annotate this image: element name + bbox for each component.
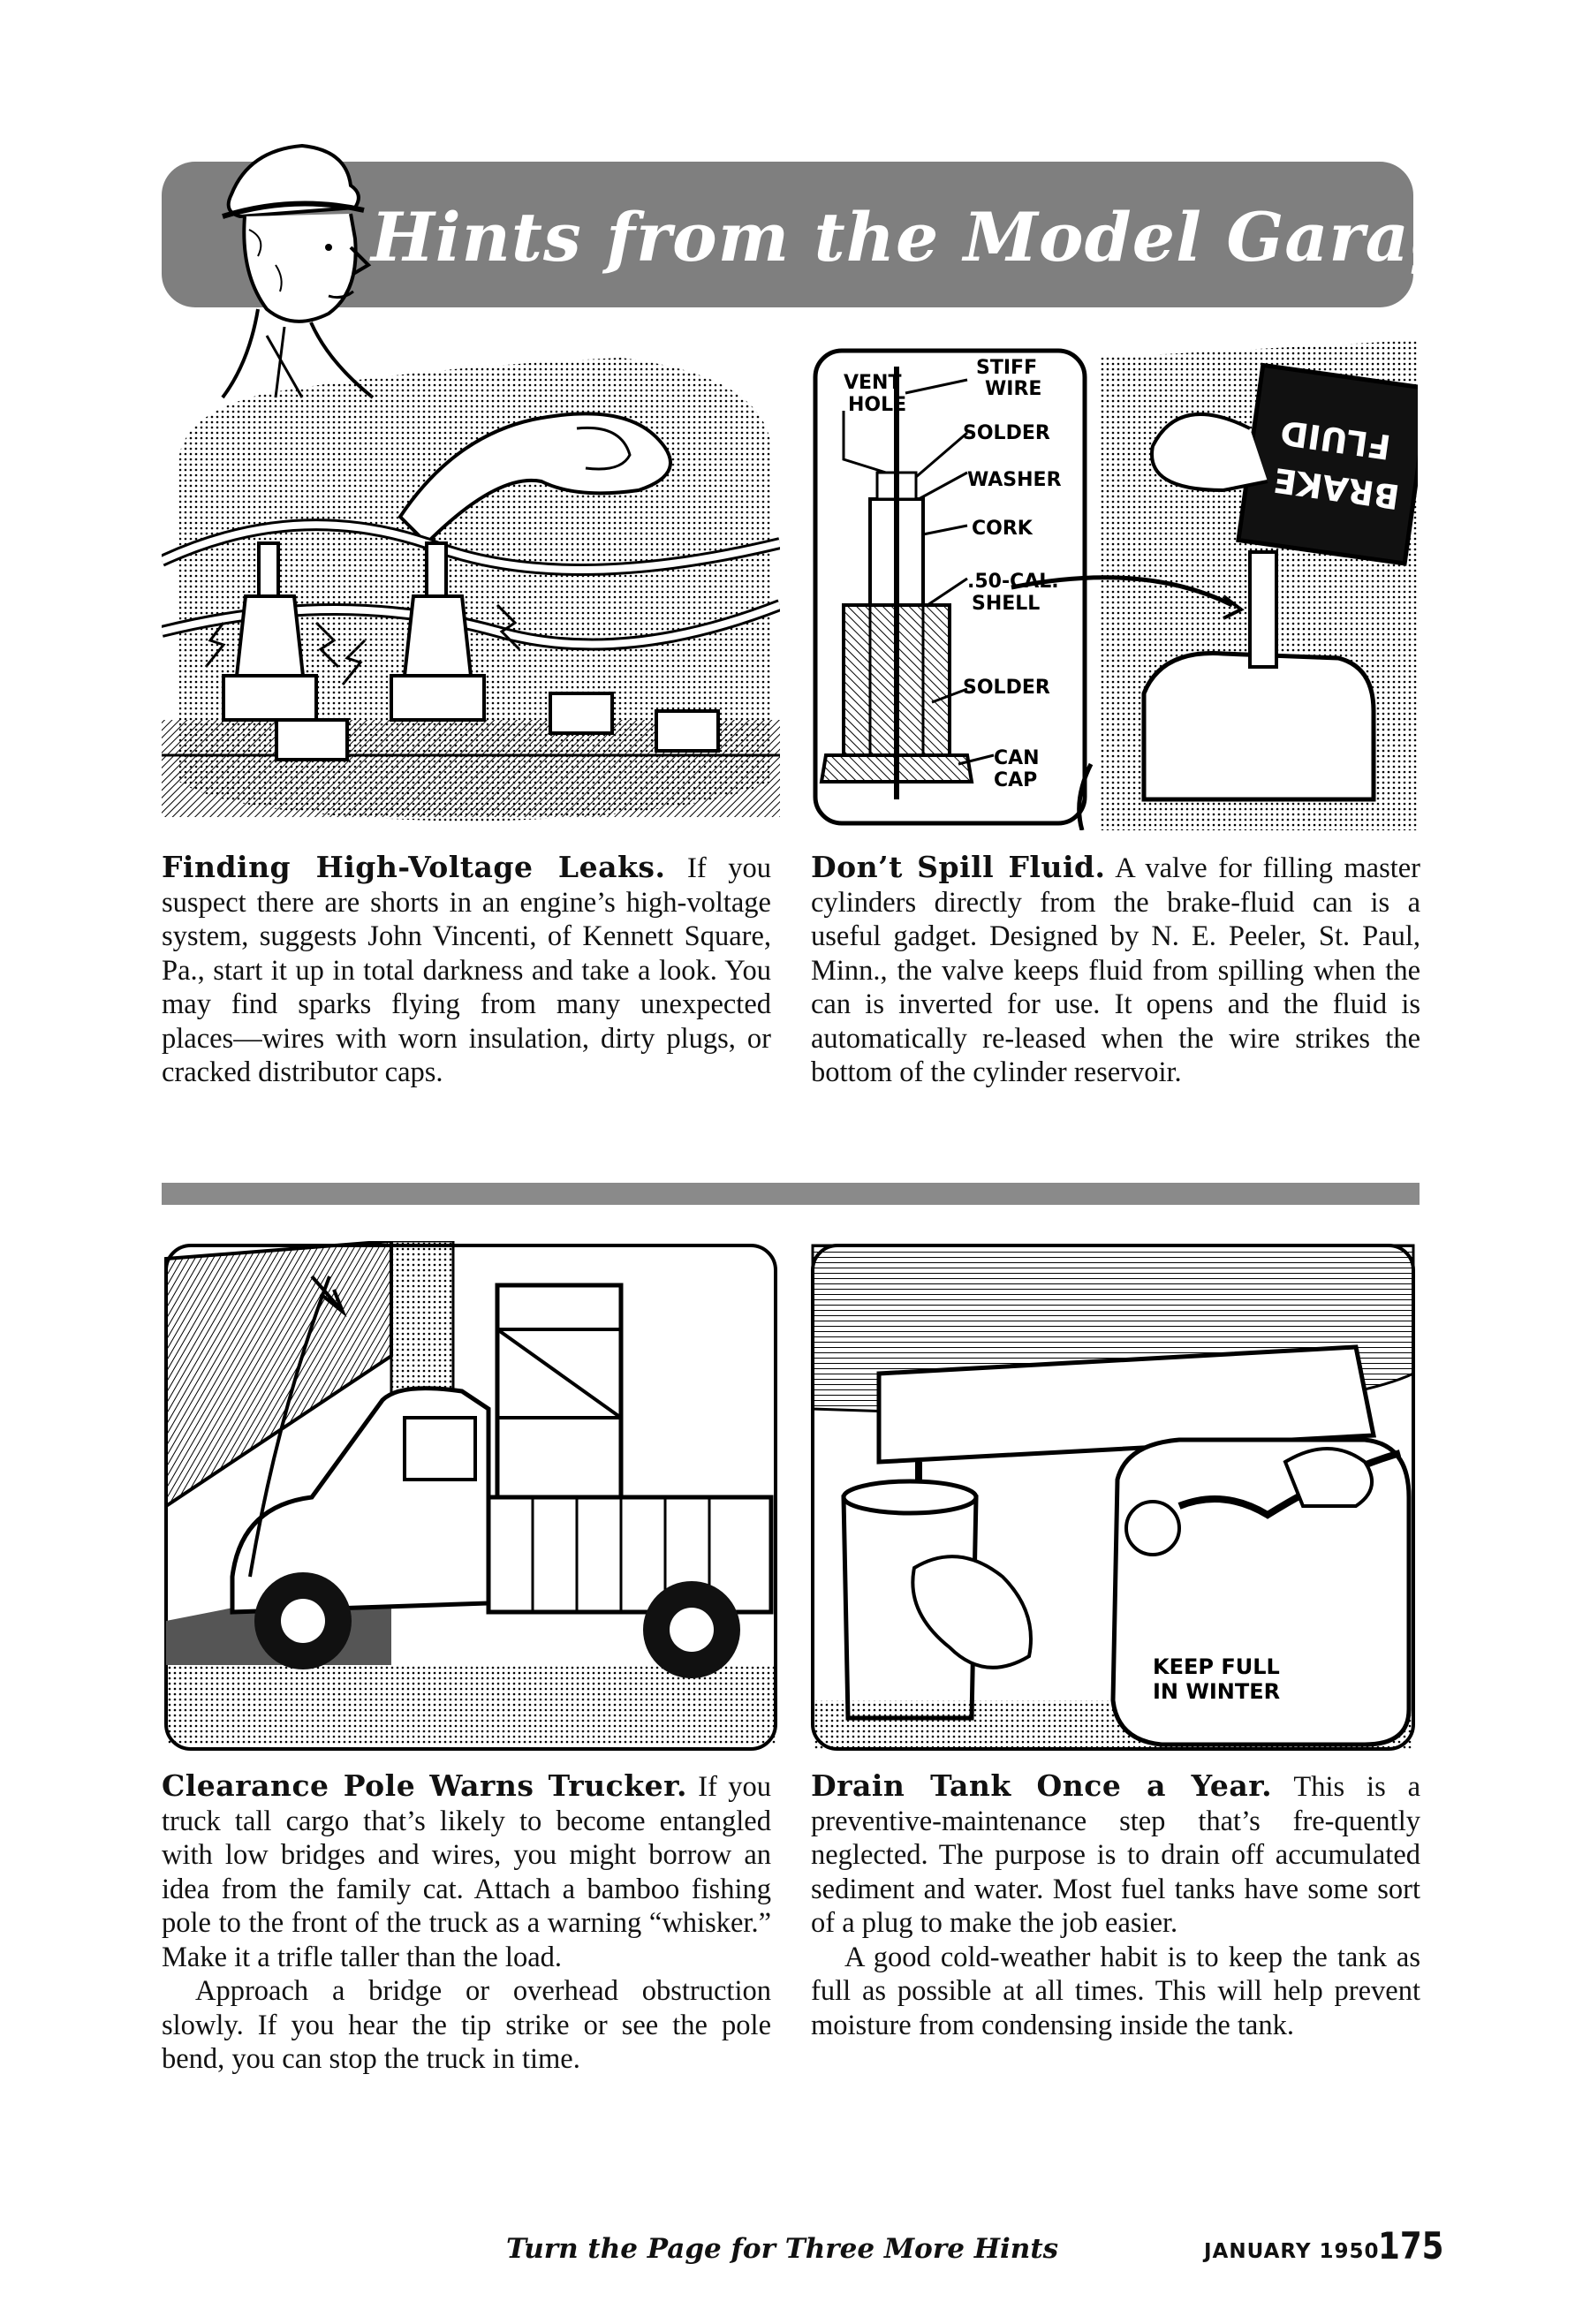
article-body: A valve for filling master cylinders directly from the brake-fluid can is a useful gadget. Designed by N. E. Peeler, St. Paul, Minn., the valve keeps fluid from spilling when the can is inverted for use. It opens and the fluid is automatically re-leased when the wire strikes the bottom of the cylinder reservoir. — [811, 852, 1420, 1088]
article-headline: Finding High-Voltage Leaks. — [162, 850, 666, 884]
section-divider — [162, 1183, 1420, 1205]
can-label-brake: BRAKE — [1271, 460, 1402, 517]
article-high-voltage-leaks — [162, 851, 771, 1090]
diagram-label-cap: CAP — [994, 769, 1038, 791]
page-title: Hints from the Model Garage — [371, 198, 1502, 276]
article-body: Approach a bridge or overhead obstruction slowly. If you hear the tip strike or see the pole bend, you can stop the truck in time. — [162, 1975, 771, 2075]
article-headline: Drain Tank Once a Year. — [811, 1768, 1273, 1803]
continuation-note: Turn the Page for Three More Hints — [506, 2233, 1059, 2265]
article-headline: Clearance Pole Warns Trucker. — [162, 1768, 687, 1803]
article-clearance-pole — [162, 1769, 771, 2077]
diagram-label-solder-top: SOLDER — [963, 422, 1050, 444]
diagram-label-stiff: STIFF — [976, 357, 1038, 379]
diagram-label-cork: CORK — [972, 518, 1033, 540]
issue-date: JANUARY 1950 — [1204, 2240, 1380, 2263]
diagram-label-hole: HOLE — [848, 394, 907, 416]
article-body: If you truck tall cargo that’s likely to become entangled with low bridges and wires, you might borrow an idea from the family cat. Attach a bamboo fishing pole to the front of the truck as a warning “whisker.” Make it a trifle taller than the load. — [162, 1771, 771, 1973]
diagram-label-solder-bottom: SOLDER — [963, 677, 1050, 699]
article-drain-tank — [811, 1769, 1420, 2042]
article-headline: Don’t Spill Fluid. — [811, 850, 1106, 884]
article-body: This is a preventive-maintenance step that’s fre-quently neglected. The purpose is to drain off accumulated sediment and water. Most fuel tanks have some sort of a plug to make the job easier. — [811, 1771, 1421, 1939]
diagram-label-vent: VENT — [844, 372, 902, 394]
can-label-fluid: FLUID — [1277, 413, 1394, 467]
page-number: 175 — [1378, 2224, 1444, 2267]
diagram-label-can: CAN — [994, 747, 1040, 769]
truck-clearance-pole-illustration — [162, 1241, 780, 1753]
tank-label-in-winter: IN WINTER — [1153, 1679, 1281, 1704]
article-body: A good cold-weather habit is to keep the tank as full as possible at all times. This will help prevent moisture from condensing inside the tank. — [811, 1941, 1420, 2041]
article-dont-spill-fluid — [811, 851, 1420, 1090]
tank-label-keep-full: KEEP FULL — [1153, 1654, 1280, 1679]
brake-fluid-valve-illustration — [808, 340, 1418, 830]
diagram-label-shell: SHELL — [972, 593, 1041, 615]
drain-tank-illustration — [808, 1241, 1418, 1753]
article-body: If you suspect there are shorts in an engine’s high-voltage system, suggests John Vincenti, of Kennett Square, Pa., start it up in total darkness and take a look. You may find sparks flying from many unexpected places—wires with worn insulation, dirty plugs, or cracked distributor caps. — [162, 852, 771, 1088]
diagram-label-wire: WIRE — [985, 378, 1042, 400]
spark-plugs-illustration — [162, 340, 780, 830]
diagram-label-cal: .50-CAL. — [967, 571, 1059, 593]
diagram-label-washer: WASHER — [967, 469, 1062, 491]
